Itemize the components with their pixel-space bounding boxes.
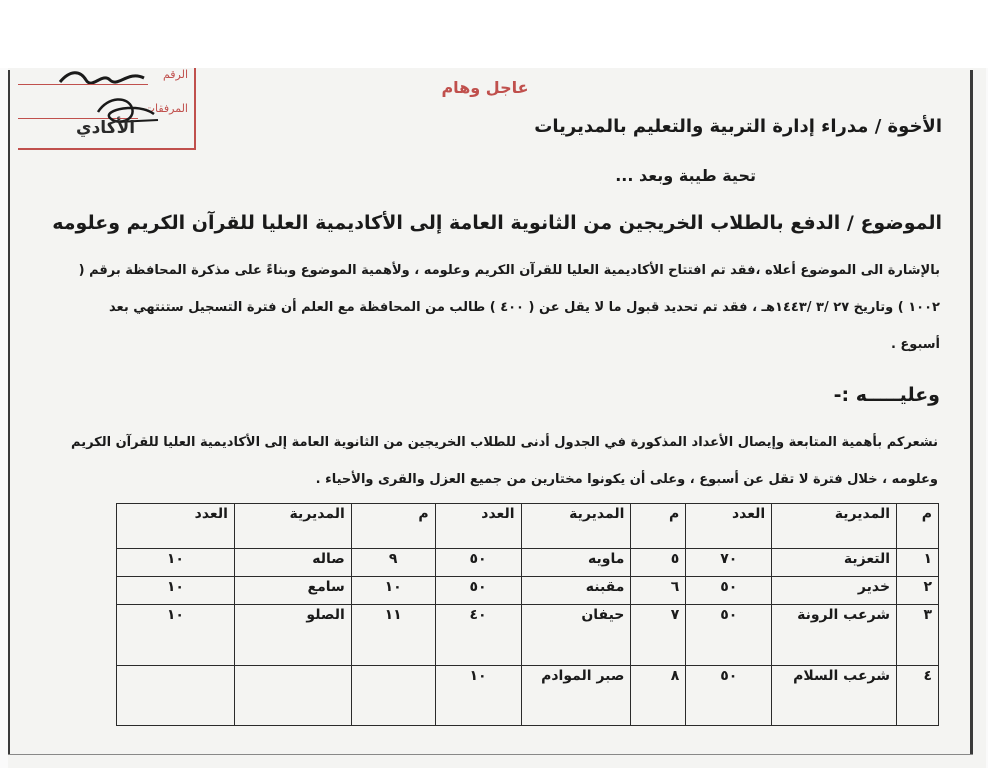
- table-cell: ٢: [897, 577, 939, 605]
- table-cell: ١١: [351, 605, 435, 665]
- header-directorate: المديرية: [234, 504, 351, 549]
- table-cell: صبر الموادم: [521, 665, 631, 725]
- table-cell: ٤٠: [435, 605, 521, 665]
- table-cell: الصلو: [234, 605, 351, 665]
- table-cell: ١٠: [117, 605, 235, 665]
- table-cell: ١٠: [435, 665, 521, 725]
- table-cell: ١٠: [351, 577, 435, 605]
- table-cell: ٣: [897, 605, 939, 665]
- page-border-left: [8, 70, 10, 754]
- stamp-number-label: الرقم: [162, 68, 188, 81]
- greeting-line: تحية طيبة وبعد ...: [615, 166, 756, 185]
- table-header-row: [117, 504, 939, 549]
- table-cell: ١٠: [117, 577, 235, 605]
- header-directorate: المديرية: [772, 504, 897, 549]
- header-index: م: [897, 504, 939, 549]
- table-cell: ٥٠: [686, 577, 772, 605]
- table-cell: [117, 665, 235, 725]
- table-cell: ٩: [351, 549, 435, 577]
- subject-line: الموضوع / الدفع بالطلاب الخريجين من الثانوية العامة إلى الأكاديمية العليا للقرآن الكريم وعلومه: [52, 212, 942, 234]
- table-row: [117, 549, 939, 577]
- table-cell: شرعب السلام: [772, 665, 897, 725]
- table-cell: التعزية: [772, 549, 897, 577]
- table-cell: ٥٠: [686, 665, 772, 725]
- header-count: العدد: [435, 504, 521, 549]
- table-cell: مقبنه: [521, 577, 631, 605]
- header-index: م: [351, 504, 435, 549]
- table-cell: شرعب الرونة: [772, 605, 897, 665]
- table-cell: ١٠: [117, 549, 235, 577]
- urgency-label: عاجل وهام: [441, 78, 529, 97]
- table-cell: [351, 665, 435, 725]
- therefore-heading: وعليـــــه :-: [833, 384, 940, 406]
- header-count: العدد: [117, 504, 235, 549]
- body-paragraph-2: نشعركم بأهمية المتابعة وإيصال الأعداد المذكورة في الجدول أدنى للطلاب الخريجين من الثانوية العامة إلى الأكاديمية العليا للقرآن الكريم وعلومه ، خلال فترة لا تقل عن أسبوع ، وعلى أن يكونوا مختارين من جميع العزل والقرى والأحياء .: [71, 435, 938, 487]
- header-index: م: [631, 504, 686, 549]
- table-row: [117, 665, 939, 725]
- table-cell: ٧٠: [686, 549, 772, 577]
- table-cell: ٧: [631, 605, 686, 665]
- table-row: [117, 577, 939, 605]
- table-cell: ٥٠: [435, 549, 521, 577]
- table-cell: صاله: [234, 549, 351, 577]
- table-cell: ٨: [631, 665, 686, 725]
- page-bottom-edge: [8, 754, 973, 755]
- page-border-right: [970, 70, 973, 754]
- table-cell: ٥٠: [686, 605, 772, 665]
- table-cell: ٥٠: [435, 577, 521, 605]
- table-cell: سامع: [234, 577, 351, 605]
- table-cell: حيفان: [521, 605, 631, 665]
- table-cell: ماويه: [521, 549, 631, 577]
- seal-text: الأكادي: [76, 118, 136, 138]
- directorate-distribution-table: [116, 503, 939, 726]
- table-cell: ٦: [631, 577, 686, 605]
- table-cell: [234, 665, 351, 725]
- header-directorate: المديرية: [521, 504, 631, 549]
- header-count: العدد: [686, 504, 772, 549]
- recipient-line: الأخوة / مدراء إدارة التربية والتعليم بالمديريات: [534, 116, 942, 137]
- table-cell: ٤: [897, 665, 939, 725]
- body-paragraph-1: بالإشارة الى الموضوع أعلاه ،فقد تم افتتاح الأكاديمية العليا للقرآن الكريم وعلومه ، ولأهمية الموضوع وبناءً على مذكرة المحافظة برقم ( ١٠٠٢ ) وتاريخ ٢٧ /٣ /١٤٤٣هـ ، فقد تم تحديد قبول ما لا يقل عن ( ٤٠٠ ) طالب من المحافظة مع العلم أن فترة التسجيل ستنتهي بعد أسبوع .: [78, 263, 940, 352]
- reference-stamp: [18, 68, 196, 150]
- table-cell: ٥: [631, 549, 686, 577]
- table-cell: ١: [897, 549, 939, 577]
- top-margin: [0, 0, 988, 68]
- stamp-number-line: [18, 84, 148, 85]
- stamp-attachments-label: المرفقات: [144, 102, 188, 115]
- table-cell: خدير: [772, 577, 897, 605]
- table-row: [117, 605, 939, 665]
